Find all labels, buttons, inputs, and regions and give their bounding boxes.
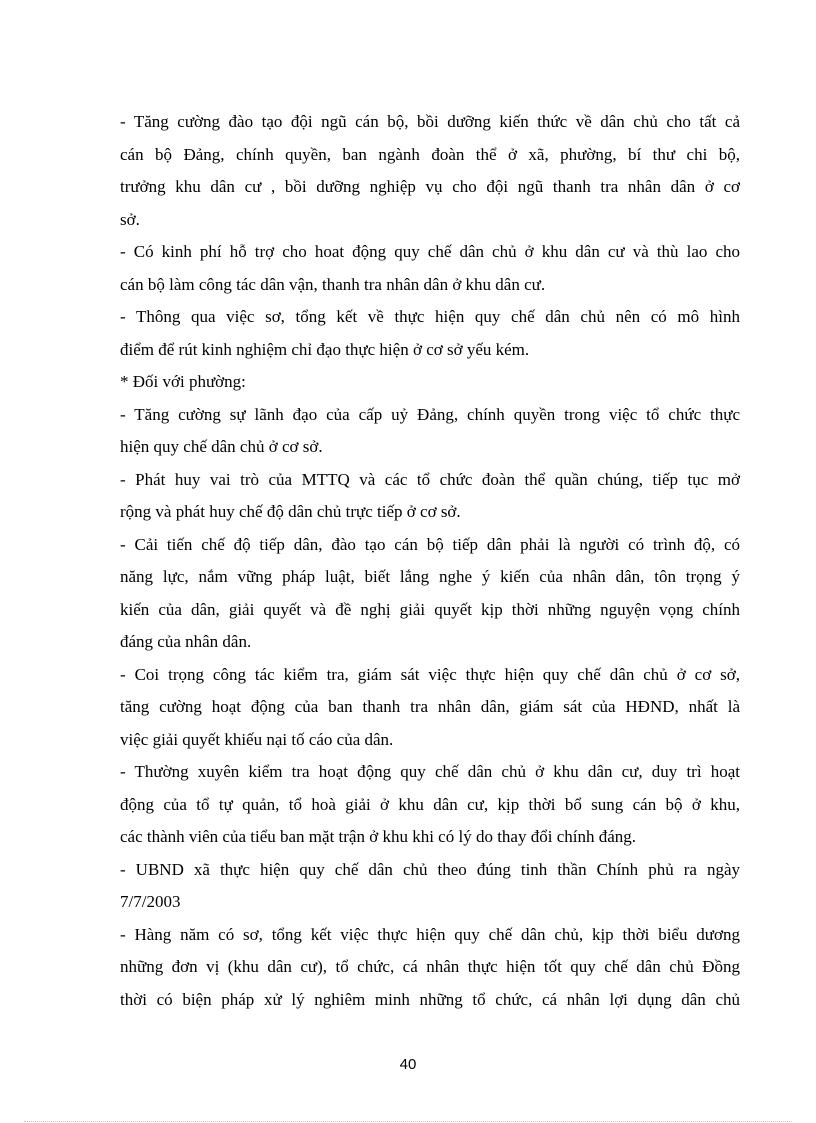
text-line: - Thường xuyên kiểm tra hoạt động quy chế dân chủ ở khu dân cư, duy trì hoạt (120, 762, 740, 781)
paragraph (120, 529, 740, 659)
text-line: 7/7/2003 (120, 892, 181, 911)
text-line: - Có kinh phí hỗ trợ cho hoat động quy chế dân chủ ở khu dân cư và thù lao cho (120, 242, 740, 261)
text-line: những đơn vị (khu dân cư), tổ chức, cá nhân thực hiện tốt quy chế dân chủ Đồng (120, 957, 740, 976)
paragraph (120, 106, 740, 236)
paragraph (120, 399, 740, 464)
text-line: - Tăng cường đào tạo đội ngũ cán bộ, bồi dưỡng kiến thức về dân chủ cho tất cả (120, 112, 740, 131)
paragraph (120, 464, 740, 529)
text-line: trưởng khu dân cư , bồi dưỡng nghiệp vụ cho đội ngũ thanh tra nhân dân ở cơ (120, 177, 740, 196)
text-line: rộng và phát huy chế độ dân chủ trực tiếp ở cơ sở. (120, 502, 461, 521)
text-line: - UBND xã thực hiện quy chế dân chủ theo đúng tinh thần Chính phủ ra ngày (120, 859, 740, 879)
text-line: động của tổ tự quản, tổ hoà giải ở khu dân cư, kịp thời bổ sung cán bộ ở khu, (120, 794, 740, 814)
text-line: thời có biện pháp xử lý nghiêm minh những tổ chức, cá nhân lợi dụng dân chủ (120, 989, 740, 1009)
text-line: sở. (120, 209, 140, 229)
text-line: cán bộ làm công tác dân vận, thanh tra nhân dân ở khu dân cư. (120, 274, 546, 294)
paragraph (120, 919, 740, 1017)
text-line: - Thông qua việc sơ, tổng kết về thực hiện quy chế dân chủ nên có mô hình (120, 307, 740, 326)
body-text (120, 106, 740, 1016)
text-line: hiện quy chế dân chủ ở cơ sở. (120, 437, 323, 456)
text-line: năng lực, nắm vững pháp luật, biết lắng nghe ý kiến của nhân dân, tôn trọng ý (120, 567, 740, 586)
paragraph (120, 854, 740, 919)
text-line: - Tăng cường sự lãnh đạo của cấp uỷ Đảng, chính quyền trong việc tổ chức thực (120, 404, 740, 424)
text-line: cán bộ Đảng, chính quyền, ban ngành đoàn thể ở xã, phường, bí thư chi bộ, (120, 144, 740, 164)
page-bottom-divider (24, 1121, 792, 1122)
text-line: - Coi trọng công tác kiểm tra, giám sát việc thực hiện quy chế dân chủ ở cơ sở, (120, 664, 740, 684)
text-line: * Đối với phường: (120, 372, 246, 391)
paragraph (120, 659, 740, 757)
text-line: việc giải quyết khiếu nại tố cáo của dân. (120, 729, 394, 749)
text-line: đáng của nhân dân. (120, 632, 252, 651)
paragraph (120, 756, 740, 854)
text-line: các thành viên của tiểu ban mặt trận ở khu khi có lý do thay đổi chính đáng. (120, 827, 637, 846)
text-line: - Cải tiến chế độ tiếp dân, đào tạo cán bộ tiếp dân phải là người có trình độ, có (120, 534, 740, 554)
text-line: kiến của dân, giải quyết và đề nghị giải quyết kịp thời những nguyện vọng chính (120, 599, 740, 619)
text-line: tăng cường hoạt động của ban thanh tra nhân dân, giám sát của HĐND, nhất là (120, 697, 740, 716)
paragraph (120, 301, 740, 366)
text-line: - Hàng năm có sơ, tổng kết việc thực hiện quy chế dân chủ, kịp thời biểu dương (120, 924, 740, 944)
paragraph (120, 236, 740, 301)
text-line: điểm để rút kinh nghiệm chỉ đạo thực hiện ở cơ sở yếu kém. (120, 339, 530, 359)
page-number: 40 (399, 1056, 417, 1073)
paragraph (120, 366, 740, 399)
text-line: - Phát huy vai trò của MTTQ và các tổ chức đoàn thể quần chúng, tiếp tục mở (120, 469, 740, 489)
